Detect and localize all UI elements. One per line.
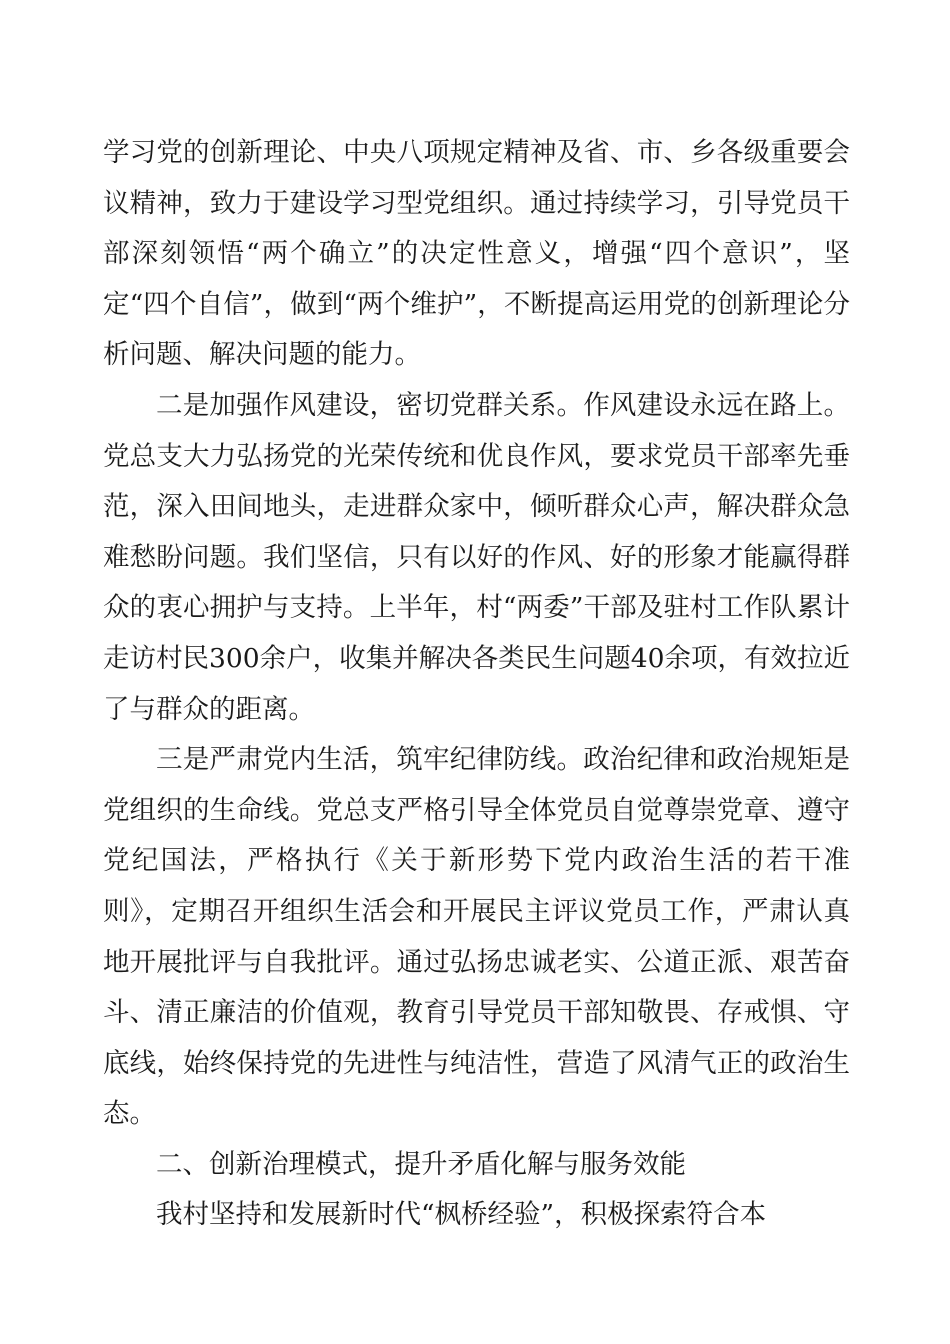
document-body xyxy=(103,128,850,1241)
paragraph-party-theory-study: 学习党的创新理论、中央八项规定精神及省、市、乡各级重要会议精神，致力于建设学习型党组织。通过持续学习，引导党员干部深刻领悟“两个确立”的决定性意义，增强“四个意识”，坚定“四个自信”，做到“两个维护”，不断提高运用党的创新理论分析问题、解决问题的能力。 xyxy=(103,137,850,371)
paragraph-fengqiao-experience: 我村坚持和发展新时代“枫桥经验”，积极探索符合本 xyxy=(156,1199,767,1231)
paragraph-work-style: 二是加强作风建设，密切党群关系。作风建设永远在路上。党总支大力弘扬党的光荣传统和优良作风，要求党员干部率先垂范，深入田间地头，走进群众家中，倾听群众心声，解决群众急难愁盼问题。我们坚信，只有以好的作风、好的形象才能赢得群众的衷心拥护与支持。上半年，村“两委”干部及驻村工作队累计走访村民300余户，收集并解决各类民生问题40余项，有效拉近了与群众的距离。 xyxy=(103,389,850,725)
section-heading: 二、创新治理模式，提升矛盾化解与服务效能 xyxy=(156,1148,686,1180)
paragraph-party-discipline: 三是严肃党内生活，筑牢纪律防线。政治纪律和政治规矩是党组织的生命线。党总支严格引导全体党员自觉尊崇党章、遵守党纪国法，严格执行《关于新形势下党内政治生活的若干准则》，定期召开组织生活会和开展民主评议党员工作，严肃认真地开展批评与自我批评。通过弘扬忠诚老实、公道正派、艰苦奋斗、清正廉洁的价值观，教育引导党员干部知敬畏、存戒惧、守底线，始终保持党的先进性与纯洁性，营造了风清气正的政治生态。 xyxy=(103,744,850,1130)
